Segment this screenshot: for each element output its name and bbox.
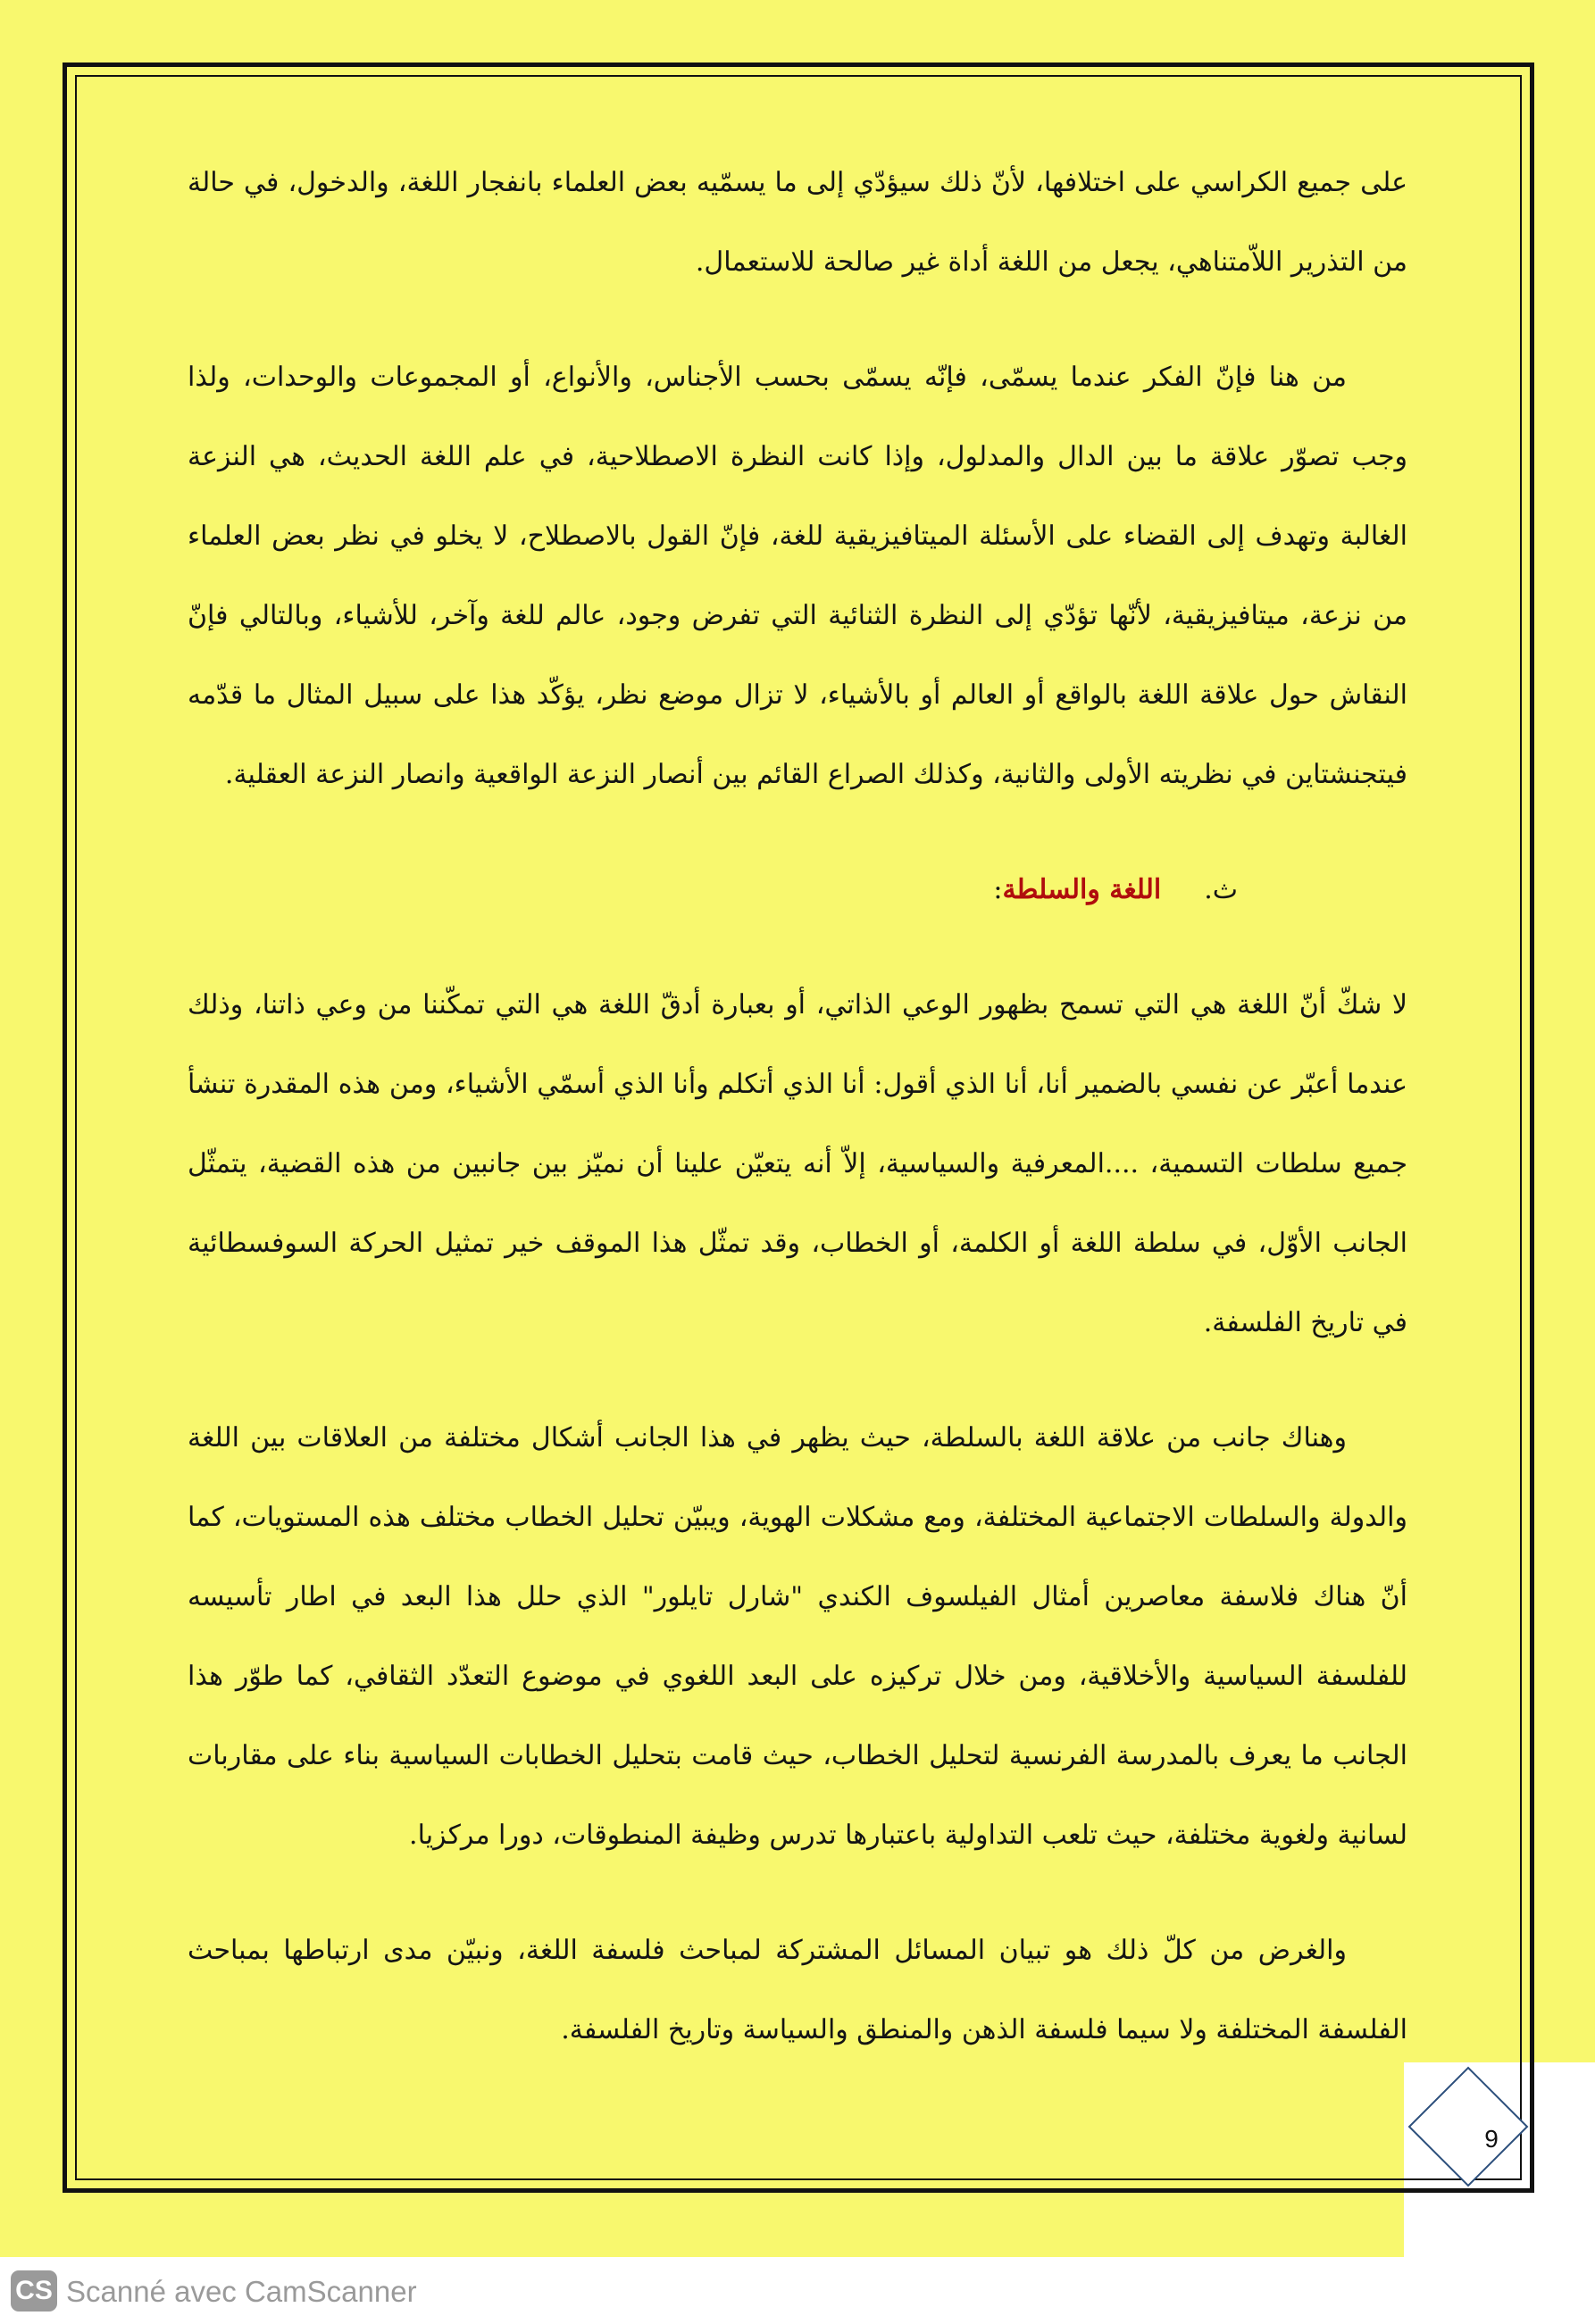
document-body (188, 143, 1407, 2070)
paragraph-2: من هنا فإنّ الفكر عندما يسمّى، فإنّه يسمّى بحسب الأجناس، والأنواع، أو المجموعات والوحدات، ولذا وجب تصوّر علاقة ما بين الدال والمدلول، وإذا كانت النظرة الاصطلاحية، في علم اللغة الحديث، هي النزعة الغالبة وتهدف إلى القضاء على الأسئلة الميتافيزيقية للغة، فإنّ القول بالاصطلاح، لا يخلو في نظر بعض العلماء من نزعة، ميتافيزيقية، لأنّها تؤدّي إلى النظرة الثنائية التي تفرض وجود، عالم للغة وآخر، للأشياء، وبالتالي فإنّ النقاش حول علاقة اللغة بالواقع أو العالم أو بالأشياء، لا تزال موضع نظر، يؤكّد هذا على سبيل المثال ما قدّمه فيتجنشتاين في نظريته الأولى والثانية، وكذلك الصراع القائم بين أنصار النزعة الواقعية وانصار النزعة العقلية. (188, 362, 1407, 790)
paragraph-3: لا شكّ أنّ اللغة هي التي تسمح بظهور الوعي الذاتي، أو بعبارة أدقّ اللغة هي التي تمكّننا من وعي ذاتنا، وذلك عندما أعبّر عن نفسي بالضمير أنا، أنا الذي أقول: أنا الذي أتكلم وأنا الذي أسمّي الأشياء، ومن هذه المقدرة تنشأ جميع سلطات التسمية، ....المعرفية والسياسية، إلاّ أنه يتعيّن علينا أن نميّز بين جانبين من هذه القضية، يتمثّل الجانب الأوّل، في سلطة اللغة أو الكلمة، أو الخطاب، وقد تمثّل هذا الموقف خير تمثيل الحركة السوفسطائية في تاريخ الفلسفة. (188, 989, 1407, 1338)
camscanner-logo-icon: CS (11, 2270, 57, 2312)
paragraph-gap (188, 302, 1407, 337)
paragraph-gap (188, 1362, 1407, 1398)
paragraph-5: والغرض من كلّ ذلك هو تبيان المسائل المشتركة لمباحث فلسفة اللغة، ونبيّن مدى ارتباطها بمباحث الفلسفة المختلفة ولا سيما فلسفة الذهن والمنطق والسياسة وتاريخ الفلسفة. (188, 1935, 1407, 2045)
page-number-diamond-icon (1406, 2064, 1531, 2189)
paragraph-4: وهناك جانب من علاقة اللغة بالسلطة، حيث يظهر في هذا الجانب أشكال مختلفة من العلاقات بين اللغة والدولة والسلطات الاجتماعية المختلفة، ومع مشكلات الهوية، ويبيّن تحليل الخطاب مختلف هذه المستويات، كما أنّ هناك فلاسفة معاصرين أمثال الفيلسوف الكندي "شارل تايلور" الذي حلل هذا البعد في اطار تأسيسه للفلسفة السياسية والأخلاقية، ومن خلال تركيزه على البعد اللغوي في موضوع التعدّد الثقافي، كما طوّر هذا الجانب ما يعرف بالمدرسة الفرنسية لتحليل الخطاب، حيث قامت بتحليل الخطابات السياسية بناء على مقاربات لسانية ولغوية مختلفة، حيث تلعب التداولية باعتبارها تدرس وظيفة المنطوقات، دورا مركزيا. (188, 1422, 1407, 1851)
paragraph-gap (188, 814, 1407, 850)
paragraph-gap (188, 929, 1407, 965)
paragraph-1: على جميع الكراسي على اختلافها، لأنّ ذلك سيؤدّي إلى ما يسمّيه بعض العلماء بانفجار اللغة، والدخول، في حالة من التذرير اللاّمتناهي، يجعل من اللغة أداة غير صالحة للاستعمال. (188, 167, 1407, 278)
section-colon: : (993, 874, 1003, 905)
section-number: ث. (1204, 874, 1238, 905)
paragraph-gap (188, 1875, 1407, 1911)
section-title: اللغة والسلطة (1002, 874, 1162, 905)
page-number: 9 (1484, 2125, 1499, 2153)
camscanner-watermark: Scanné avec CamScanner (66, 2275, 417, 2308)
section-heading (188, 850, 1407, 929)
